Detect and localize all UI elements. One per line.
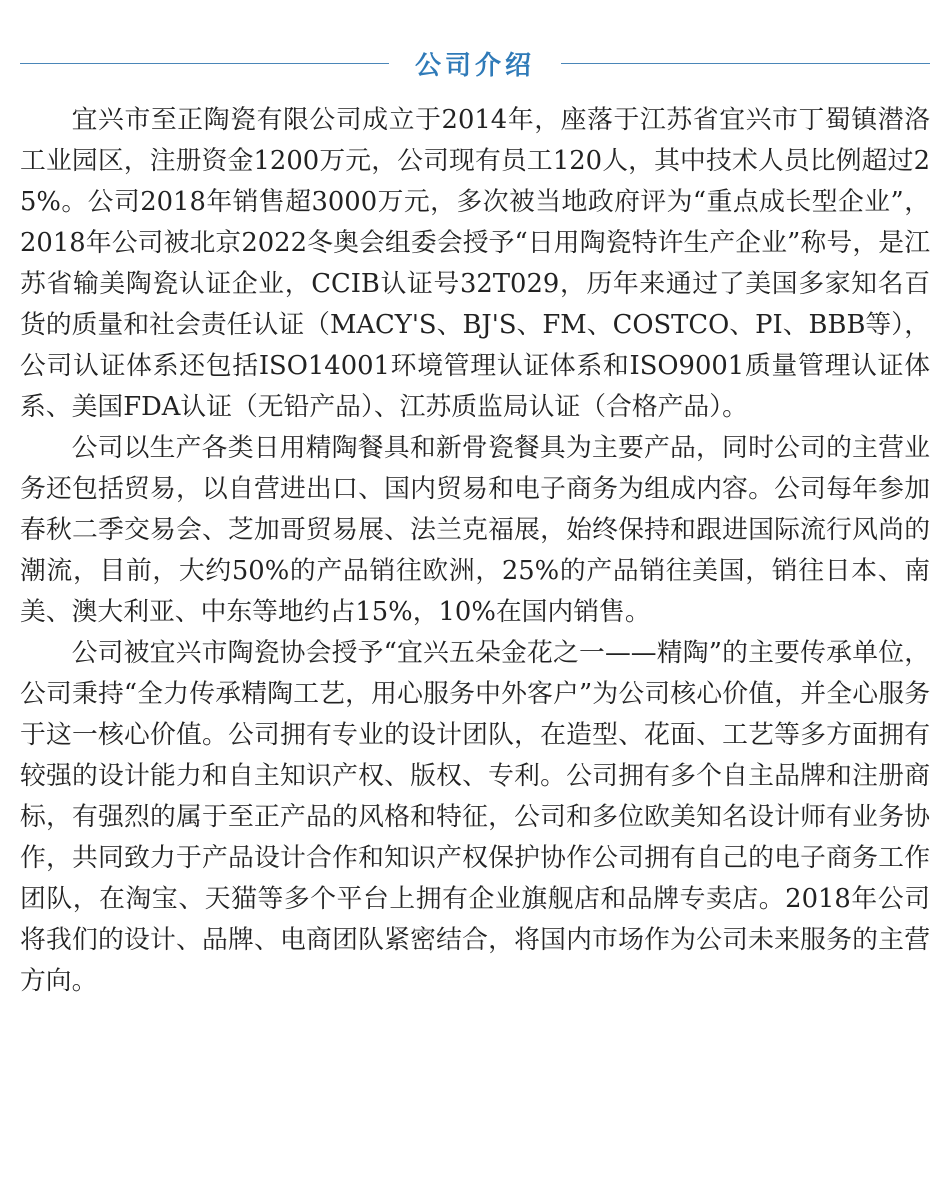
intro-body [20,100,930,1002]
title-divider-left [20,63,389,64]
intro-paragraph-2: 公司以生产各类日用精陶餐具和新骨瓷餐具为主要产品，同时公司的主营业务还包括贸易，以自营进出口、国内贸易和电子商务为组成内容。公司每年参加春秋二季交易会、芝加哥贸易展、法兰克福展，始终保持和跟进国际流行风尚的潮流，目前，大约50%的产品销往欧洲，25%的产品销往美国，销往日本、南美、澳大利亚、中东等地约占15%，10%在国内销售。 [20,433,930,627]
intro-paragraph-1: 宜兴市至正陶瓷有限公司成立于2014年，座落于江苏省宜兴市丁蜀镇潜洛工业园区，注册资金1200万元，公司现有员工120人，其中技术人员比例超过25%。公司2018年销售超3000万元，多次被当地政府评为“重点成长型企业”，2018年公司被北京2022冬奥会组委会授予“日用陶瓷特许生产企业”称号，是江苏省输美陶瓷认证企业，CCIB认证号32T029，历年来通过了美国多家知名百货的质量和社会责任认证（MACY'S、BJ'S、FM、COSTCO、PI、BBB等），公司认证体系还包括ISO14001环境管理认证体系和ISO9001质量管理认证体系、美国FDA认证（无铅产品）、江苏质监局认证（合格产品）。 [20,105,930,422]
title-divider-right [561,63,930,64]
section-header [20,40,930,86]
intro-paragraph-3: 公司被宜兴市陶瓷协会授予“宜兴五朵金花之一——精陶”的主要传承单位，公司秉持“全力传承精陶工艺，用心服务中外客户”为公司核心价值，并全心服务于这一核心价值。公司拥有专业的设计团队，在造型、花面、工艺等多方面拥有较强的设计能力和自主知识产权、版权、专利。公司拥有多个自主品牌和注册商标，有强烈的属于至正产品的风格和特征，公司和多位欧美知名设计师有业务协作，共同致力于产品设计合作和知识产权保护协作公司拥有自己的电子商务工作团队，在淘宝、天猫等多个平台上拥有企业旗舰店和品牌专卖店。2018年公司将我们的设计、品牌、电商团队紧密结合，将国内市场作为公司未来服务的主营方向。 [20,638,930,996]
section-title: 公司介绍 [415,50,536,81]
